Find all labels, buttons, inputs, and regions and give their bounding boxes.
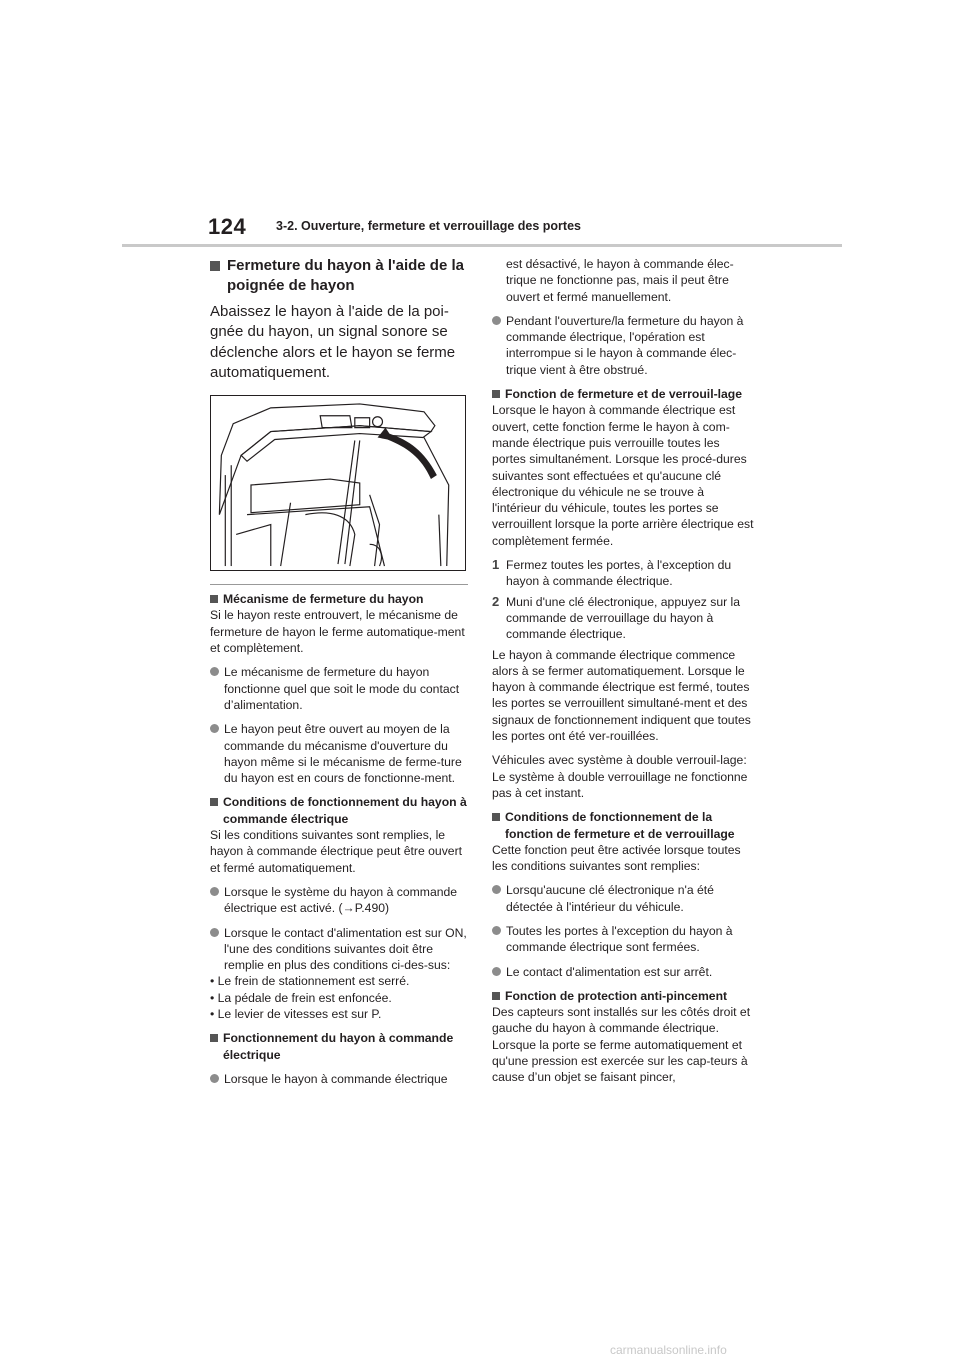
square-bullet-icon xyxy=(210,595,218,603)
cond-close-body: Cette fonction peut être activée lorsque toutes les conditions suivantes sont remplies: xyxy=(492,842,741,874)
list-item xyxy=(492,313,754,378)
header-rule xyxy=(122,244,842,247)
square-bullet-icon xyxy=(492,992,500,1000)
double-lock-note: Véhicules avec système à double verrouil-lage: Le système à double verrouillage ne fonctionne pas à cet instant. xyxy=(492,753,748,800)
page-number: 124 xyxy=(208,214,247,239)
step-text: Muni d'une clé électronique, appuyez sur la commande de verrouillage du hayon à commande électrique. xyxy=(506,594,741,642)
list-item-text: Toutes les portes à l'exception du hayon à commande électrique sont fermées. xyxy=(506,923,733,955)
list-item-text: Lorsque le système du hayon à commande électrique est activé. (→P.490) xyxy=(224,884,458,916)
bullet-dot-icon xyxy=(492,885,501,894)
conditions-body: Si les conditions suivantes sont remplies, le hayon à commande électrique peut être ouvert et fermé automatiquement. xyxy=(210,828,463,875)
anti-pinch-heading xyxy=(492,988,754,1004)
bullet-dot-icon xyxy=(210,724,219,733)
sub-item: • Le levier de vitesses est sur P. xyxy=(210,1007,382,1022)
bullet-dot-icon xyxy=(210,667,219,676)
list-item xyxy=(492,882,754,915)
section-title: 3-2. Ouverture, fermeture et verrouillage des portes xyxy=(276,219,581,233)
mechanism-heading-text: Mécanisme de fermeture du hayon xyxy=(223,592,424,607)
list-item xyxy=(492,964,754,980)
main-heading xyxy=(210,256,468,296)
square-bullet-icon xyxy=(210,798,218,806)
square-bullet-icon xyxy=(210,1034,218,1042)
step-number: 2 xyxy=(492,593,500,609)
sub-item: • Le frein de stationnement est serré. xyxy=(210,974,410,989)
operation-heading-text: Fonctionnement du hayon à commande électrique xyxy=(223,1031,454,1062)
cond-close-heading xyxy=(492,809,754,842)
list-item xyxy=(492,923,754,956)
bullet-dot-icon xyxy=(492,967,501,976)
list-item-text: Lorsque le contact d'alimentation est sur ON, l'une des conditions suivantes doit être remplie en plus des conditions ci-des-sus: xyxy=(224,925,467,973)
list-item xyxy=(210,884,468,917)
square-bullet-icon xyxy=(492,813,500,821)
figure-rule xyxy=(210,584,468,585)
step-item xyxy=(492,557,754,590)
step-text: Fermez toutes les portes, à l'exception du hayon à commande électrique. xyxy=(506,558,732,589)
main-heading-text: Fermeture du hayon à l'aide de la poignée de hayon xyxy=(227,257,464,294)
right-column xyxy=(492,256,754,1094)
anti-pinch-heading-text: Fonction de protection anti-pincement xyxy=(505,988,728,1003)
watermark: carmanualsonline.info xyxy=(610,1343,727,1357)
left-column xyxy=(210,256,468,1095)
conditions-heading-text: Conditions de fonctionnement du hayon à commande électrique xyxy=(223,795,467,826)
bullet-dot-icon xyxy=(210,928,219,937)
list-item xyxy=(210,1071,468,1087)
bullet-dot-icon xyxy=(492,926,501,935)
list-item xyxy=(210,721,468,786)
tailgate-illustration xyxy=(210,395,466,571)
close-lock-after: Le hayon à commande électrique commence alors à se fermer automatiquement. Lorsque le hayon à commande électrique est fermé, toutes les portes se verrouillent simultané-ment et des signaux de fonctionnement indiquent que toutes les portes ont été ver-rouillées. xyxy=(492,647,751,744)
bullet-dot-icon xyxy=(210,1074,219,1083)
mechanism-body: Si le hayon reste entrouvert, le mécanisme de fermeture de hayon le ferme automatique-ment et complètement. xyxy=(210,608,465,656)
list-item xyxy=(210,925,468,974)
operation-heading xyxy=(210,1030,468,1063)
list-item-text: Le hayon peut être ouvert au moyen de la commande du mécanisme d'ouverture du hayon même si le mécanisme de ferme-ture du hayon est en cours de fonctionne-ment. xyxy=(224,722,462,786)
sub-item: • La pédale de frein est enfoncée. xyxy=(210,990,392,1005)
cond-close-heading-text: Conditions de fonctionnement de la fonction de fermeture et de verrouillage xyxy=(505,810,735,841)
list-item xyxy=(210,664,468,713)
square-bullet-icon xyxy=(210,261,220,271)
close-lock-body: Lorsque le hayon à commande électrique est ouvert, cette fonction ferme le hayon à com-mande électrique puis verrouille toutes les portes simultanément. Lorsque les procé-dures suivantes sont effectuées et qu'aucune clé électronique du véhicule ne se trouve à l'intérieur du véhicule, toutes les portes se verrouillent lorsque la porte arrière électrique est complètement fermée. xyxy=(492,403,754,548)
list-item-text: Pendant l'ouverture/la fermeture du hayon à commande électrique, l'opération est interrompue si le hayon à commande élec-trique vient à être obstrué. xyxy=(506,313,744,377)
bullet-dot-icon xyxy=(210,887,219,896)
close-lock-heading xyxy=(492,386,754,402)
bullet-dot-icon xyxy=(492,316,501,325)
step-item xyxy=(492,594,754,643)
list-item-text: Lorsque le hayon à commande électrique xyxy=(224,1071,448,1086)
step-number: 1 xyxy=(492,557,500,573)
square-bullet-icon xyxy=(492,390,500,398)
conditions-heading xyxy=(210,794,468,827)
close-lock-heading-text: Fonction de fermeture et de verrouil-lage xyxy=(505,387,743,402)
main-body: Abaissez le hayon à l'aide de la poi-gnée du hayon, un signal sonore se déclenche alors et le hayon se ferme automatiquement. xyxy=(210,303,456,381)
list-item-text: Le mécanisme de fermeture du hayon fonctionne quel que soit le mode du contact d’alimentation. xyxy=(224,665,460,712)
mechanism-heading xyxy=(210,591,468,607)
continued-text: est désactivé, le hayon à commande élec-trique ne fonctionne pas, mais il peut être ouvert et fermé manuellement. xyxy=(506,257,734,304)
list-item-text: Le contact d'alimentation est sur arrêt. xyxy=(506,964,713,979)
anti-pinch-body: Des capteurs sont installés sur les côtés droit et gauche du hayon à commande électrique. Lorsque la porte se ferme automatiquement et qu'une pression est exercée sur les cap-teurs à cause d’un objet se faisant pincer, xyxy=(492,1005,751,1085)
tailgate-drawing xyxy=(211,396,465,570)
list-item-text: Lorsqu'aucune clé électronique n'a été détectée à l'intérieur du véhicule. xyxy=(506,883,714,914)
